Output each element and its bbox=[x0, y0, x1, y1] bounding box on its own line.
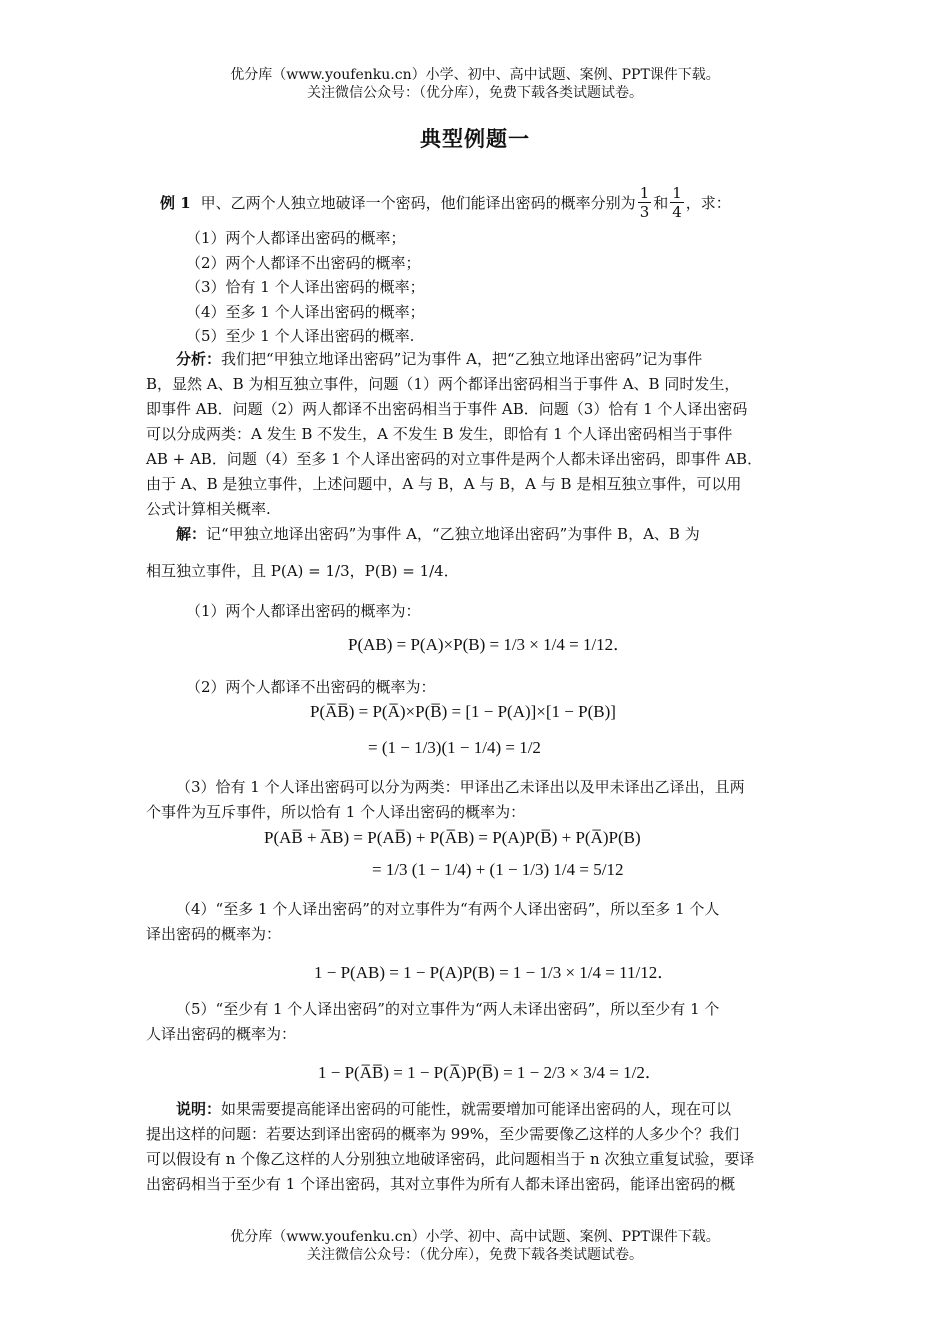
question-item: （4）至多 1 个人译出密码的概率； bbox=[186, 302, 425, 321]
footer-line-2: 关注微信公众号：（优分库），免费下载各类试题试卷。 bbox=[307, 1247, 643, 1263]
part-3-line: 个事件为互斥事件，所以恰有 1 个人译出密码的概率为： bbox=[146, 803, 526, 821]
example-text-a: 甲、乙两个人独立地破译一个密码，他们能译出密码的概率分别为 bbox=[200, 193, 636, 212]
solution-line: 记“甲独立地译出密码”为事件 A，“乙独立地译出密码”为事件 B，A、B 为 bbox=[206, 525, 700, 543]
formula-part-4: 1 − P(AB) = 1 − P(A)P(B) = 1 − 1/3 × 1/4 = 11/12． bbox=[314, 963, 675, 982]
note-line: 如果需要提高能译出密码的可能性，就需要增加可能译出密码的人，现在可以 bbox=[221, 1100, 732, 1118]
formula-part-2b: = (1 − 1/3)(1 − 1/4) = 1/2 bbox=[368, 738, 541, 757]
page-title: 典型例题一 bbox=[420, 126, 530, 151]
part-1-label: （1）两个人都译出密码的概率为： bbox=[186, 602, 421, 620]
analysis-line: 由于 A、B 是独立事件，上述问题中，A 与 B，A 与 B，A 与 B 是相互独立事件，可以用 bbox=[146, 475, 742, 493]
formula-part-3a: P(AB̅ + A̅B) = P(AB̅) + P(A̅B) = P(A)P(B̅) + P(A̅)P(B) bbox=[264, 828, 641, 847]
page-footer bbox=[0, 1228, 950, 1264]
note-label: 说明： bbox=[176, 1100, 222, 1118]
note-line: 可以假设有 n 个像乙这样的人分别独立地破译密码，此问题相当于 n 次独立重复试验，要译 bbox=[146, 1150, 755, 1168]
question-item: （2）两个人都译不出密码的概率； bbox=[186, 253, 421, 272]
part-5-line: （5）“至少有 1 个人译出密码”的对立事件为“两人未译出密码”，所以至少有 1 个 bbox=[176, 1000, 720, 1018]
analysis-line: B，显然 A、B 为相互独立事件，问题（1）两个都译出密码相当于事件 A、B 同时发生， bbox=[146, 375, 740, 393]
frac-den: 4 bbox=[672, 203, 682, 221]
fraction-one-quarter bbox=[670, 186, 684, 220]
analysis-line: 公式计算相关概率. bbox=[146, 500, 271, 518]
question-item: （5）至少 1 个人译出密码的概率. bbox=[186, 327, 415, 345]
frac-num: 1 bbox=[672, 184, 682, 202]
part-4-line: （4）“至多 1 个人译出密码”的对立事件为“有两个人译出密码”，所以至多 1 个人 bbox=[176, 900, 720, 918]
analysis-label: 分析： bbox=[176, 350, 222, 368]
question-item: （1）两个人都译出密码的概率； bbox=[186, 229, 406, 247]
header-line-2: 关注微信公众号：（优分库），免费下载各类试题试卷。 bbox=[307, 85, 643, 101]
example-and: 和 bbox=[653, 193, 669, 212]
solution-intro bbox=[146, 522, 811, 584]
footer-line-1: 优分库（www.youfenku.cn）小学、初中、高中试题、案例、PPT课件下载。 bbox=[230, 1229, 720, 1245]
frac-num: 1 bbox=[639, 184, 650, 202]
analysis-line: 我们把“甲独立地译出密码”记为事件 A，把“乙独立地译出密码”记为事件 bbox=[221, 350, 703, 368]
note-line: 提出这样的问题：若要达到译出密码的概率为 99%，至少需要像乙这样的人多少个？我们 bbox=[146, 1125, 740, 1143]
part-3-text bbox=[146, 775, 811, 825]
note-section bbox=[146, 1097, 811, 1197]
frac-den: 3 bbox=[639, 203, 650, 221]
part-2-label: （2）两个人都译不出密码的概率为： bbox=[186, 678, 436, 696]
analysis-line: 可以分成两类：A 发生 B 不发生，A 不发生 B 发生，即恰有 1 个人译出密码相当于事件 bbox=[146, 425, 733, 443]
part-3-line: （3）恰有 1 个人译出密码可以分为两类：甲译出乙未译出以及甲未译出乙译出，且两 bbox=[176, 778, 745, 796]
solution-label: 解： bbox=[176, 525, 207, 543]
formula-part-1: P(AB) = P(A)×P(B) = 1/3 × 1/4 = 1/12． bbox=[348, 635, 631, 654]
formula-part-2a: P(A̅B̅) = P(A̅)×P(B̅) = [1 − P(A)]×[1 − P(B)] bbox=[310, 702, 616, 721]
analysis-line: AB + AB．问题（4）至多 1 个人译出密码的对立事件是两个人都未译出密码，即事件 AB． bbox=[146, 450, 763, 468]
header-line-1: 优分库（www.youfenku.cn）小学、初中、高中试题、案例、PPT课件下载。 bbox=[230, 67, 720, 83]
question-list bbox=[186, 226, 425, 349]
analysis-line: 即事件 AB．问题（2）两人都译不出密码相当于事件 AB．问题（3）恰有 1 个人译出密码 bbox=[146, 400, 748, 418]
part-4-line: 译出密码的概率为： bbox=[146, 925, 282, 943]
part-5-line: 人译出密码的概率为： bbox=[146, 1025, 297, 1043]
question-item: （3）恰有 1 个人译出密码的概率； bbox=[186, 278, 425, 296]
part-5-text bbox=[146, 997, 811, 1047]
formula-part-5: 1 − P(A̅B̅) = 1 − P(A̅)P(B̅) = 1 − 2/3 × 3/4 = 1/2． bbox=[318, 1063, 662, 1082]
analysis-section bbox=[146, 347, 811, 522]
example-statement bbox=[160, 186, 820, 220]
example-label: 例 1 bbox=[160, 193, 191, 212]
formula-part-3b: = 1/3 (1 − 1/4) + (1 − 1/3) 1/4 = 5/12 bbox=[372, 860, 624, 879]
part-4-text bbox=[146, 897, 811, 947]
note-line: 出密码相当于至少有 1 个译出密码，其对立事件为所有人都未译出密码，能译出密码的概 bbox=[146, 1175, 736, 1193]
example-text-b: ，求： bbox=[685, 193, 731, 212]
page-header bbox=[0, 66, 950, 102]
fraction-one-third bbox=[638, 186, 652, 220]
solution-line: 相互独立事件，且 P(A) = 1/3，P(B) = 1/4． bbox=[146, 562, 459, 580]
